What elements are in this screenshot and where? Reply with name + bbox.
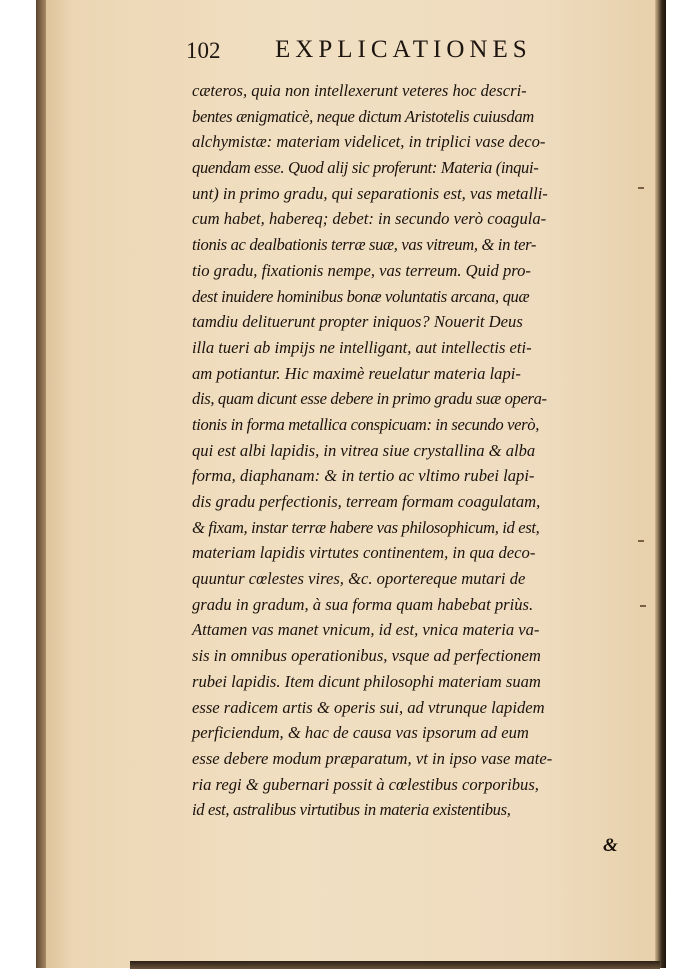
body-text — [192, 78, 632, 823]
text-line: dest inuidere hominibus bonæ voluntatis arcana, quæ — [192, 286, 530, 306]
text-line: tionis in forma metallica conspicuam: in secundo verò, — [192, 414, 540, 434]
text-line: tamdiu delituerunt propter iniquos? Nouerit Deus — [192, 312, 523, 332]
text-line: perficiendum, & hac de causa vas ipsorum ad eum — [192, 723, 529, 743]
catchword: & — [603, 835, 618, 856]
text-line: cum habet, habereq; debet: in secundo verò coagula- — [192, 209, 547, 229]
text-line: qui est albi lapidis, in vitrea siue crystallina & alba — [192, 440, 536, 460]
text-line: esse debere modum præparatum, vt in ipso vase mate- — [192, 748, 553, 768]
text-line: unt) in primo gradu, qui separationis est, vas metalli- — [192, 183, 548, 203]
margin-mark — [638, 187, 644, 189]
text-line: tionis ac dealbationis terræ suæ, vas vitreum, & in ter- — [192, 235, 537, 255]
text-line: gradu in gradum, à sua forma quam habebat priùs. — [192, 594, 534, 614]
text-line: materiam lapidis virtutes continentem, in qua deco- — [192, 543, 536, 563]
text-line: tio gradu, fixationis nempe, vas terreum. Quid pro- — [192, 260, 531, 280]
page-bottom-edge — [130, 961, 660, 969]
text-line: quendam esse. Quod alij sic proferunt: Materia (inqui- — [192, 158, 539, 178]
book-gutter-shadow — [36, 0, 46, 968]
text-line: sis in omnibus operationibus, vsque ad perfectionem — [192, 646, 541, 666]
page-edge-shadow — [655, 0, 666, 968]
text-line: forma, diaphanam: & in tertio ac vltimo rubei lapi- — [192, 466, 535, 486]
text-line: id est, astralibus virtutibus in materia existentibus, — [192, 800, 511, 820]
page-number: 102 — [186, 38, 221, 63]
text-line: am potiantur. Hic maximè reuelatur materia lapi- — [192, 363, 521, 383]
text-line: alchymistæ: materiam videlicet, in triplici vase deco- — [192, 132, 546, 152]
text-line: & fixam, instar terræ habere vas philosophicum, id est, — [192, 517, 540, 537]
text-line: bentes ænigmaticè, neque dictum Aristotelis cuiusdam — [192, 106, 534, 126]
text-line: dis gradu perfectionis, terream formam coagulatam, — [192, 492, 541, 511]
text-line: esse radicem artis & operis sui, ad vtrunque lapidem — [192, 697, 545, 717]
margin-mark — [638, 540, 644, 542]
text-line: quuntur cœlestes vires, &c. oportereque mutari de — [192, 569, 526, 589]
text-line: illa tueri ab impijs ne intelligant, aut intellectis eti- — [192, 337, 532, 357]
text-line: cæteros, quia non intellexerunt veteres hoc descri- — [192, 81, 527, 100]
text-line: rubei lapidis. Item dicunt philosophi materiam suam — [192, 671, 541, 691]
text-line: ria regi & gubernari possit à cœlestibus corporibus, — [192, 774, 539, 794]
text-line: Attamen vas manet vnicum, id est, vnica materia va- — [192, 620, 540, 640]
margin-mark — [640, 605, 646, 607]
text-line: dis, quam dicunt esse debere in primo gradu suæ opera- — [192, 389, 547, 409]
running-head: EXPLICATIONES — [275, 36, 532, 63]
